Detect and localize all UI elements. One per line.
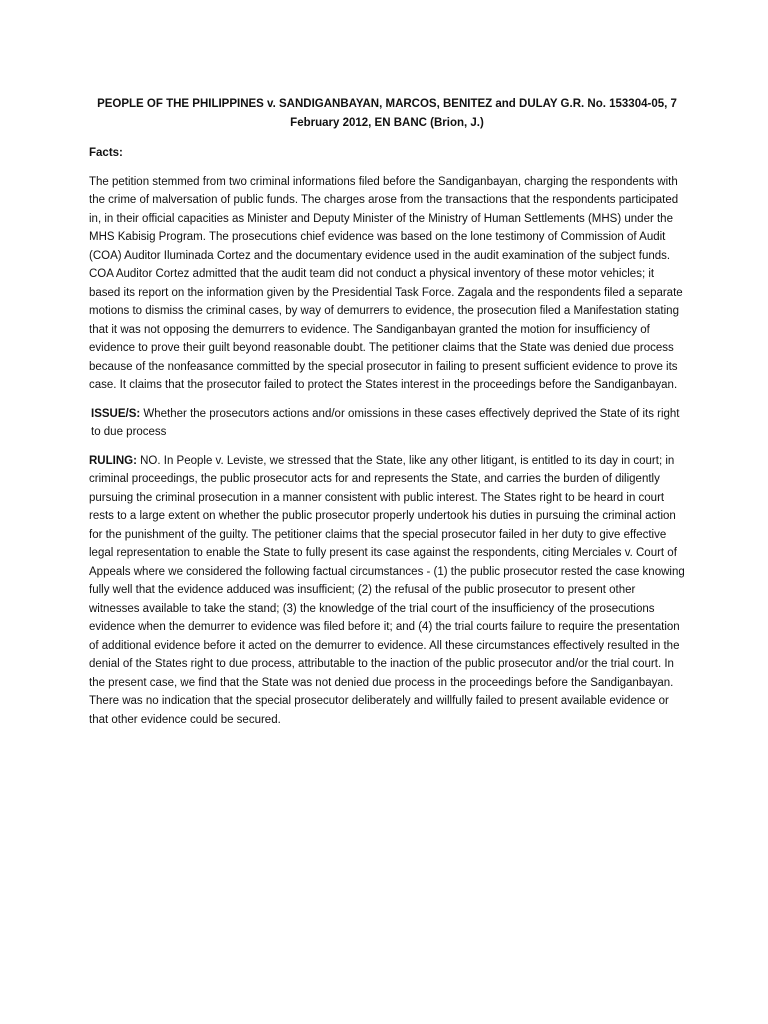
ruling-text: NO. In People v. Leviste, we stressed that the State, like any other litigant, is entitled to its day in court; in criminal proceedings, the public prosecutor acts for and represents the State, and carries the burden of diligently pursuing the criminal prosecution in a manner consistent with public interest. The States right to be heard in court rests to a large extent on whether the public prosecutor properly undertook his duties in pursuing the criminal action for the punishment of the guilty. The petitioner claims that the special prosecutor failed in her duty to give effective legal representation to enable the State to fully present its case against the respondents, citing Merciales v. Court of Appeals where we considered the following factual circumstances - (1) the public prosecutor rested the case knowing fully well that the evidence adduced was insufficient; (2) the refusal of the public prosecutor to present other witnesses available to take the stand; (3) the knowledge of the trial court of the insufficiency of the prosecutions evidence when the demurrer to evidence was filed before it; and (4) the trial courts failure to require the presentation of additional evidence before it acted on the demurrer to evidence. All these circumstances effectively resulted in the denial of the States right to due process, attributable to the inaction of the public prosecutor and/or the trial court. In the present case, we find that the State was not denied due process in the proceedings before the Sandiganbayan. There was no indication that the special prosecutor deliberately and willfully failed to present available evidence or that other evidence could be secured. [89,454,685,726]
document-page [89,95,685,739]
issue-text: Whether the prosecutors actions and/or omissions in these cases effectively deprived the State of its right to due process [91,407,680,438]
ruling-paragraph [89,452,685,730]
ruling-label: RULING: [89,454,137,467]
issue-paragraph [89,405,685,442]
issue-label: ISSUE/S: [91,407,141,420]
facts-paragraph: The petition stemmed from two criminal informations filed before the Sandiganbayan, charging the respondents with the crime of malversation of public funds. The charges arose from the transactions that the respondents participated in, in their official capacities as Minister and Deputy Minister of the Ministry of Human Settlements (MHS) under the MHS Kabisig Program. The prosecutions chief evidence was based on the lone testimony of Commission of Audit (COA) Auditor Iluminada Cortez and the documentary evidence used in the audit examination of the subject funds. COA Auditor Cortez admitted that the audit team did not conduct a physical inventory of these motor vehicles; it based its report on the information given by the Presidential Task Force. Zagala and the respondents filed a separate motions to dismiss the criminal cases, by way of demurrers to evidence, the prosecution filed a Manifestation stating that it was not opposing the demurrers to evidence. The Sandiganbayan granted the motion for insufficiency of evidence to prove their guilt beyond reasonable doubt. The petitioner claims that the State was denied due process because of the nonfeasance committed by the special prosecutor in failing to present sufficient evidence to prove its case. It claims that the prosecutor failed to protect the States interest in the proceedings before the Sandiganbayan. [89,175,683,391]
facts-heading: Facts: [89,147,123,159]
case-title: PEOPLE OF THE PHILIPPINES v. SANDIGANBAYAN, MARCOS, BENITEZ and DULAY G.R. No. 153304-05, 7 February 2012, EN BANC (Brion, J.) [97,98,677,129]
